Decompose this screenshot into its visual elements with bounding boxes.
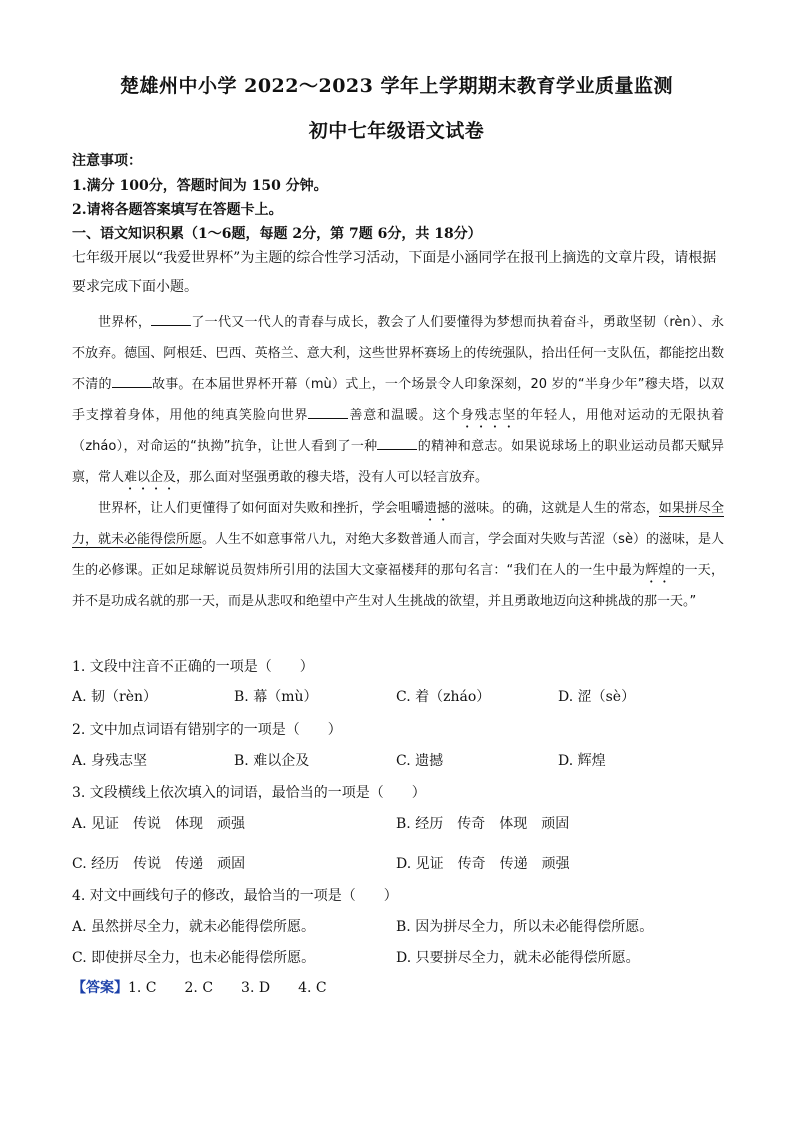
exam-title: 楚雄州中小学 2022～2023 学年上学期期末教育学业质量监测 <box>120 75 673 97</box>
question-4-option-b: B. 因为拼尽全力，所以未必能得偿所愿。 <box>396 919 654 935</box>
question-3-option-c: C. 经历 传说 传递 顽固 <box>72 856 246 872</box>
question-1-option-a: A. 韧（rèn） <box>72 689 158 705</box>
dotted-word: 辉煌 <box>645 563 672 578</box>
underlined-sentence: 如果拼尽全力，就未必能得偿所愿 <box>72 501 724 547</box>
question-1-option-d: D. 涩（sè） <box>558 689 636 705</box>
question-2-option-a: A. 身残志坚 <box>72 753 148 769</box>
passage-paragraph-2: 世界杯，让人们更懂得了如何面对失败和挫折，学会咀嚼遗撼的滋味。的确，这就是人生的常态，如果拼尽全力，就未必能得偿所愿。人生不如意事常八九，对绝大多数普通人而言，学会面对失败与苦涩（sè）的滋味，是人生的必修课。正如足球解说员贺炜所引用的法国大文豪福楼拜的那句名言：“我们在人的一生中最为辉煌的一天，并不是功成名就的那一天，而是从悲叹和绝望中产生对人生挑战的欲望，并且勇敢地迈向这种挑战的那一天。” <box>72 501 724 609</box>
notes-heading: 注意事项： <box>72 153 142 169</box>
question-2-stem: 2. 文中加点词语有错别字的一项是（ ） <box>72 722 342 738</box>
fill-blank-2 <box>112 373 152 388</box>
question-4-option-c: C. 即使拼尽全力，也未必能得偿所愿。 <box>72 950 316 966</box>
question-1-stem: 1. 文段中注音不正确的一项是（ ） <box>72 659 314 675</box>
section-heading: 一、语文知识积累（1～6题，每题 2分，第 7题 6分，共 18分） <box>72 226 482 242</box>
notes-item-2: 2.请将各题答案填写在答题卡上。 <box>72 202 283 218</box>
question-4-stem: 4. 对文中画线句子的修改，最恰当的一项是（ ） <box>72 888 398 904</box>
dotted-word: 身残志坚 <box>460 408 517 423</box>
answer-key <box>72 977 327 997</box>
dotted-word: 难以企及 <box>124 470 177 485</box>
dotted-word: 遗撼 <box>424 501 451 516</box>
question-2-option-d: D. 辉煌 <box>558 753 606 769</box>
fill-blank-3 <box>308 404 348 419</box>
question-3-stem: 3. 文段横线上依次填入的词语，最恰当的一项是（ ） <box>72 785 426 801</box>
question-4-option-d: D. 只要拼尽全力，就未必能得偿所愿。 <box>396 950 640 966</box>
passage-paragraph-1: 世界杯， 了一代又一代人的青春与成长，教会了人们要懂得为梦想而执着奋斗，勇敢坚韧（rèn）、永不放弃。德国、阿根廷、巴西、英格兰、意大利，这些世界杯赛场上的传统强队，拾出任何一支队伍，都能挖出数不清的 故事。在本届世界杯开幕（mù）式上，一个场景令人印象深刻，20 岁的“半身少年”穆夫塔，以双手支撑着身体，用他的纯真笑脸向世界 善意和温暖。这个身残志坚的年轻人，用他对运动的无限执着（zháo），对命运的“执拗”抗争，让世人看到了一种 的精神和意志。如果说球场上的职业运动员都天赋异禀，常人难以企及，那么面对坚强勇敢的穆夫塔，没有人可以轻言放弃。 <box>72 307 724 493</box>
section-intro: 七年级开展以“我爱世界杯”为主题的综合性学习活动，下面是小涵同学在报刊上摘选的文章片段，请根据要求完成下面小题。 <box>72 250 717 295</box>
question-1-option-b: B. 幕（mù） <box>234 689 318 705</box>
answer-tag: 【答案】 <box>72 980 128 996</box>
fill-blank-1 <box>151 311 191 326</box>
answer-text: 1. C 2. C 3. D 4. C <box>128 980 327 996</box>
question-1-option-c: C. 着（zháo） <box>396 689 491 705</box>
question-4-option-a: A. 虽然拼尽全力，就未必能得偿所愿。 <box>72 919 316 935</box>
question-2-option-c: C. 遗撼 <box>396 753 444 769</box>
reading-passage <box>72 307 724 617</box>
question-3-option-b: B. 经历 传奇 体现 顽固 <box>396 816 570 832</box>
fill-blank-4 <box>377 435 417 450</box>
exam-subtitle: 初中七年级语文试卷 <box>308 120 485 142</box>
notes-item-1: 1.满分 100分，答题时间为 150 分钟。 <box>72 178 328 194</box>
question-2-option-b: B. 难以企及 <box>234 753 310 769</box>
question-3-option-d: D. 见证 传奇 传递 顽强 <box>396 856 570 872</box>
question-3-option-a: A. 见证 传说 体现 顽强 <box>72 816 246 832</box>
